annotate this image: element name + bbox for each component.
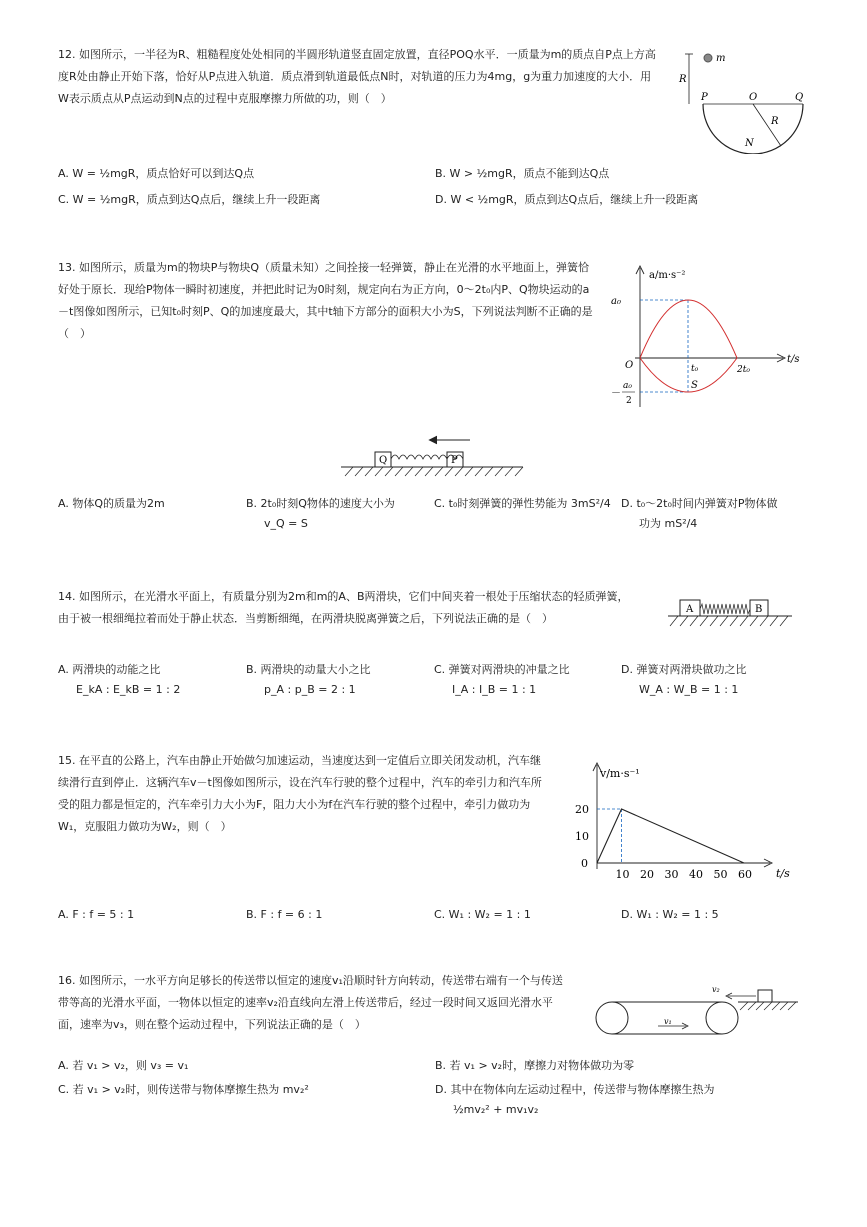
label-P: P	[701, 92, 708, 103]
y-tick-label: 20	[575, 803, 589, 816]
q16-option-d-line2: ½mv₂² + mv₁v₂	[453, 1103, 539, 1116]
block-A-label: A	[686, 604, 694, 615]
q14-option-d-line1: D. 弹簧对两滑块做功之比	[621, 663, 747, 676]
q15-option-a[interactable]: A. F : f = 5 : 1	[58, 908, 135, 921]
q14-option-a[interactable]	[58, 660, 180, 700]
q13-option-a[interactable]: A. 物体Q的质量为2m	[58, 497, 165, 510]
x-tick-label: 60	[738, 868, 752, 881]
tick-t0: t₀	[691, 364, 699, 374]
q15-option-b[interactable]: B. F : f = 6 : 1	[246, 908, 323, 921]
q16-stem: 16. 如图所示，一水平方向足够长的传送带以恒定的速度v₁沿顺时针方向转动，传送带右端有一个与传送带等高的光滑水平面，一物体以恒定的速率v₂沿直线向左滑上传送带后，经过一段时间又返回光滑水平面，速率为v₃，则在整个运动过程中，下列说法正确的是（ ）	[58, 974, 563, 1031]
y-axis-label: a/m·s⁻²	[649, 270, 686, 281]
y-tick-label: 10	[575, 830, 589, 843]
block-Q-label: Q	[379, 455, 388, 466]
q12-option-a[interactable]: A. W = ½mgR，质点恰好可以到达Q点	[58, 167, 255, 180]
particle-icon	[704, 54, 712, 62]
q13-option-b[interactable]	[246, 494, 395, 534]
block-P-label: P	[451, 455, 458, 466]
q16-option-a[interactable]: A. 若 v₁ > v₂，则 v₃ = v₁	[58, 1059, 189, 1072]
q14-option-c-line1: C. 弹簧对两滑块的冲量之比	[434, 663, 570, 676]
x-axis-label: t/s	[787, 354, 800, 365]
q15-v-t-chart	[570, 757, 802, 885]
series-line	[597, 809, 744, 863]
label-radius-R: R	[771, 116, 779, 127]
x-axis-label: t/s	[776, 867, 790, 880]
x-tick-label: 30	[664, 868, 679, 881]
label-Q: Q	[795, 92, 804, 103]
q16-option-c[interactable]: C. 若 v₁ > v₂时，则传送带与物体摩擦生热为 mv₂²	[58, 1083, 309, 1096]
q14-option-a-line2: E_kA : E_kB = 1 : 2	[76, 683, 181, 696]
x-tick-label: 50	[713, 868, 728, 881]
q16-option-d[interactable]	[435, 1080, 714, 1120]
q13-spring-blocks-figure	[335, 432, 530, 480]
label-height-R: R	[679, 74, 687, 85]
tick-neg-a0-num: a₀	[623, 381, 632, 391]
q13-a-t-graph	[605, 262, 810, 414]
q13-option-b-line1: B. 2t₀时刻Q物体的速度大小为	[246, 497, 395, 510]
q13-option-c[interactable]: C. t₀时刻弹簧的弹性势能为 3mS²/4	[434, 497, 611, 510]
y-tick-label: 0	[581, 857, 588, 870]
label-v1: v₁	[664, 1017, 672, 1026]
label-m: m	[716, 53, 726, 64]
q14-springs-blocks-figure	[664, 594, 796, 632]
q12-option-b[interactable]: B. W > ½mgR，质点不能到达Q点	[435, 167, 610, 180]
label-O: O	[749, 92, 758, 103]
q14-option-a-line1: A. 两滑块的动能之比	[58, 663, 161, 676]
block-B-label: B	[755, 604, 763, 615]
q12-semicircle-figure	[675, 42, 815, 154]
q16-option-b[interactable]: B. 若 v₁ > v₂时，摩擦力对物体做功为零	[435, 1059, 635, 1072]
q13-option-d[interactable]	[621, 494, 778, 534]
q13-option-d-line2: 功为 mS²/4	[639, 517, 698, 530]
y-axis-label: v/m·s⁻¹	[600, 767, 640, 780]
q14-option-c[interactable]	[434, 660, 570, 700]
q14-option-b[interactable]	[246, 660, 371, 700]
q14-stem: 14. 如图所示，在光滑水平面上，有质量分别为2m和m的A、B两滑块，它们中间夹着一根处于压缩状态的轻质弹簧，由于被一根细绳拉着而处于静止状态．当剪断细绳，在两滑块脱离弹簧之后，下列说法正确的是（ ）	[58, 590, 629, 625]
tick-2t0: 2t₀	[737, 365, 750, 375]
origin-label: O	[625, 360, 634, 371]
q14-option-b-line2: p_A : p_B = 2 : 1	[264, 683, 356, 696]
q14-option-d-line2: W_A : W_B = 1 : 1	[639, 683, 739, 696]
tick-a0: a₀	[611, 296, 621, 307]
q13-option-d-line1: D. t₀～2t₀时间内弹簧对P物体做	[621, 497, 778, 510]
x-tick-label: 40	[689, 868, 703, 881]
area-label-S: S	[691, 380, 698, 391]
q16-conveyor-figure	[588, 980, 804, 1044]
tick-group	[575, 803, 752, 881]
label-N: N	[745, 138, 754, 149]
x-tick-label: 20	[640, 868, 654, 881]
q15-option-d[interactable]: D. W₁ : W₂ = 1 : 5	[621, 908, 719, 921]
tick-neg-a0-den: 2	[626, 396, 632, 406]
q12-option-d[interactable]: D. W < ½mgR，质点到达Q点后，继续上升一段距离	[435, 193, 699, 206]
q16-option-d-line1: D. 其中在物体向左运动过程中，传送带与物体摩擦生热为	[435, 1083, 715, 1096]
neg-sign: －	[611, 388, 621, 399]
q14-option-d[interactable]	[621, 660, 746, 700]
label-v2: v₂	[712, 985, 720, 994]
q12-option-c[interactable]: C. W = ½mgR，质点到达Q点后，继续上升一段距离	[58, 193, 321, 206]
q14-option-b-line1: B. 两滑块的动量大小之比	[246, 663, 371, 676]
q13-option-b-line2: v_Q = S	[264, 517, 308, 530]
q13-stem: 13. 如图所示，质量为m的物块P与物块Q（质量未知）之间拴接一轻弹簧，静止在光滑的水平地面上，弹簧恰好处于原长．现给P物体一瞬时初速度，并把此时记为0时刻，规定向右为正方向，0～2t₀内P、Q物块运动的a－t图像如图所示，已知t₀时刻P、Q的加速度最大，其中t轴下方部分的面积大小为S，下列说法判断不正确的是（ ）	[58, 261, 593, 340]
x-tick-label: 10	[615, 868, 630, 881]
q12-stem: 12. 如图所示，一半径为R、粗糙程度处处相同的半圆形轨道竖直固定放置，直径POQ水平．一质量为m的质点自P点上方高度R处由静止开始下落，恰好从P点进入轨道．质点滑到轨道最低点N时，对轨道的压力为4mg，g为重力加速度的大小．用W表示质点从P点运动到N点的过程中克服摩擦力所做的功，则（ ）	[58, 48, 656, 105]
q15-stem: 15. 在平直的公路上，汽车由静止开始做匀加速运动，当速度达到一定值后立即关闭发动机，汽车继续滑行直到停止．这辆汽车v－t图像如图所示，设在汽车行驶的整个过程中，汽车的牵引力和汽车所受的阻力都是恒定的，汽车牵引力大小为F，阻力大小为f在汽车行驶的整个过程中，牵引力做功为W₁，克服阻力做功为W₂，则（ ）	[58, 754, 542, 833]
q14-option-c-line2: I_A : I_B = 1 : 1	[452, 683, 537, 696]
q15-option-c[interactable]: C. W₁ : W₂ = 1 : 1	[434, 908, 531, 921]
